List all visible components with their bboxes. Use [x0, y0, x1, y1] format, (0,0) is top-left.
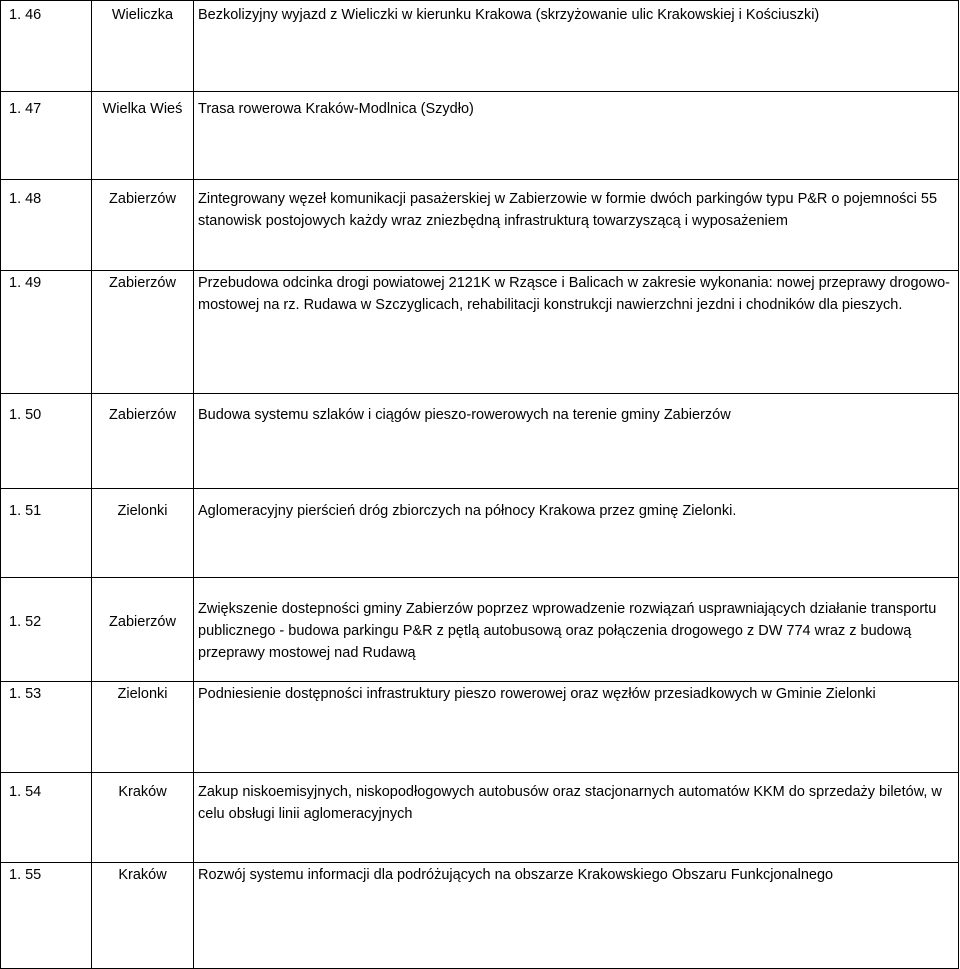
- lp-number: 1. 53: [9, 686, 42, 702]
- description-cell: [194, 1, 959, 92]
- lp-cell: [1, 489, 92, 578]
- table-row: [1, 773, 959, 863]
- location-name: Zabierzów: [109, 614, 176, 630]
- location-cell: [92, 863, 194, 969]
- lp-cell: [1, 1, 92, 92]
- description-cell: [194, 92, 959, 180]
- description-cell: [194, 863, 959, 969]
- lp-number: 1. 48: [9, 191, 42, 207]
- table-row: [1, 1, 959, 92]
- location-cell: [92, 92, 194, 180]
- location-name: Kraków: [118, 867, 167, 883]
- table-row: [1, 863, 959, 969]
- description-cell: [194, 773, 959, 863]
- project-description: Trasa rowerowa Kraków-Modlnica (Szydło): [198, 101, 474, 117]
- lp-cell: [1, 863, 92, 969]
- table-row: [1, 92, 959, 180]
- lp-number: 1. 47: [9, 101, 42, 117]
- description-cell: [194, 394, 959, 489]
- table-row: [1, 578, 959, 682]
- lp-number: 1. 54: [9, 784, 42, 800]
- description-cell: [194, 578, 959, 682]
- lp-number: 1. 55: [9, 867, 42, 883]
- table-row: [1, 271, 959, 394]
- location-cell: [92, 773, 194, 863]
- location-name: Zielonki: [117, 686, 168, 702]
- location-name: Zabierzów: [109, 275, 176, 291]
- lp-cell: [1, 271, 92, 394]
- location-name: Wieliczka: [111, 7, 174, 23]
- project-description: Zwiększenie dostepności gminy Zabierzów poprzez wprowadzenie rozwiązań usprawniających działanie transportu publicznego - budowa parkingu P&R z pętlą autobusową oraz połączenia drogowego z DW 774 wraz z budową przeprawy mostowej nad Rudawą: [198, 601, 937, 661]
- location-cell: [92, 180, 194, 271]
- description-cell: [194, 489, 959, 578]
- lp-number: 1. 49: [9, 275, 42, 291]
- lp-cell: [1, 682, 92, 773]
- project-description: Rozwój systemu informacji dla podróżujących na obszarze Krakowskiego Obszaru Funkcjonalnego: [198, 867, 834, 883]
- lp-cell: [1, 92, 92, 180]
- table-row: [1, 489, 959, 578]
- location-name: Wielka Wieś: [102, 101, 183, 117]
- location-cell: [92, 1, 194, 92]
- lp-number: 1. 46: [9, 7, 42, 23]
- project-description: Aglomeracyjny pierścień dróg zbiorczych na północy Krakowa przez gminę Zielonki.: [198, 503, 737, 519]
- location-name: Zielonki: [117, 503, 168, 519]
- location-name: Zabierzów: [109, 407, 176, 423]
- lp-number: 1. 52: [9, 614, 42, 630]
- lp-number: 1. 50: [9, 407, 42, 423]
- project-description: Przebudowa odcinka drogi powiatowej 2121K w Rząsce i Balicach w zakresie wykonania: nowej przeprawy drogowo-mostowej na rz. Rudawa w Szczyglicach, rehabilitacji konstrukcji nawierzchni jezdni i chodników dla pieszych.: [198, 275, 950, 313]
- location-cell: [92, 271, 194, 394]
- location-cell: [92, 489, 194, 578]
- project-description: Budowa systemu szlaków i ciągów pieszo-rowerowych na terenie gminy Zabierzów: [198, 407, 731, 423]
- description-cell: [194, 271, 959, 394]
- lp-cell: [1, 394, 92, 489]
- project-description: Bezkolizyjny wyjazd z Wieliczki w kierunku Krakowa (skrzyżowanie ulic Krakowskiej i Kościuszki): [198, 7, 820, 23]
- lp-cell: [1, 180, 92, 271]
- lp-number: 1. 51: [9, 503, 42, 519]
- project-description: Podniesienie dostępności infrastruktury pieszo rowerowej oraz węzłów przesiadkowych w Gminie Zielonki: [198, 686, 876, 702]
- description-cell: [194, 180, 959, 271]
- table-row: [1, 394, 959, 489]
- location-name: Zabierzów: [109, 191, 176, 207]
- location-cell: [92, 578, 194, 682]
- description-cell: [194, 682, 959, 773]
- table-row: [1, 180, 959, 271]
- lp-cell: [1, 773, 92, 863]
- project-description: Zintegrowany węzeł komunikacji pasażerskiej w Zabierzowie w formie dwóch parkingów typu P&R o pojemności 55 stanowisk postojowych każdy wraz zniezbędną infrastrukturą towarzyszącą i wyposażeniem: [198, 191, 938, 229]
- location-name: Kraków: [118, 784, 167, 800]
- project-description: Zakup niskoemisyjnych, niskopodłogowych autobusów oraz stacjonarnych automatów KKM do sprzedaży biletów, w celu obsługi linii aglomeracyjnych: [198, 784, 942, 822]
- table-row: [1, 682, 959, 773]
- lp-cell: [1, 578, 92, 682]
- location-cell: [92, 682, 194, 773]
- location-cell: [92, 394, 194, 489]
